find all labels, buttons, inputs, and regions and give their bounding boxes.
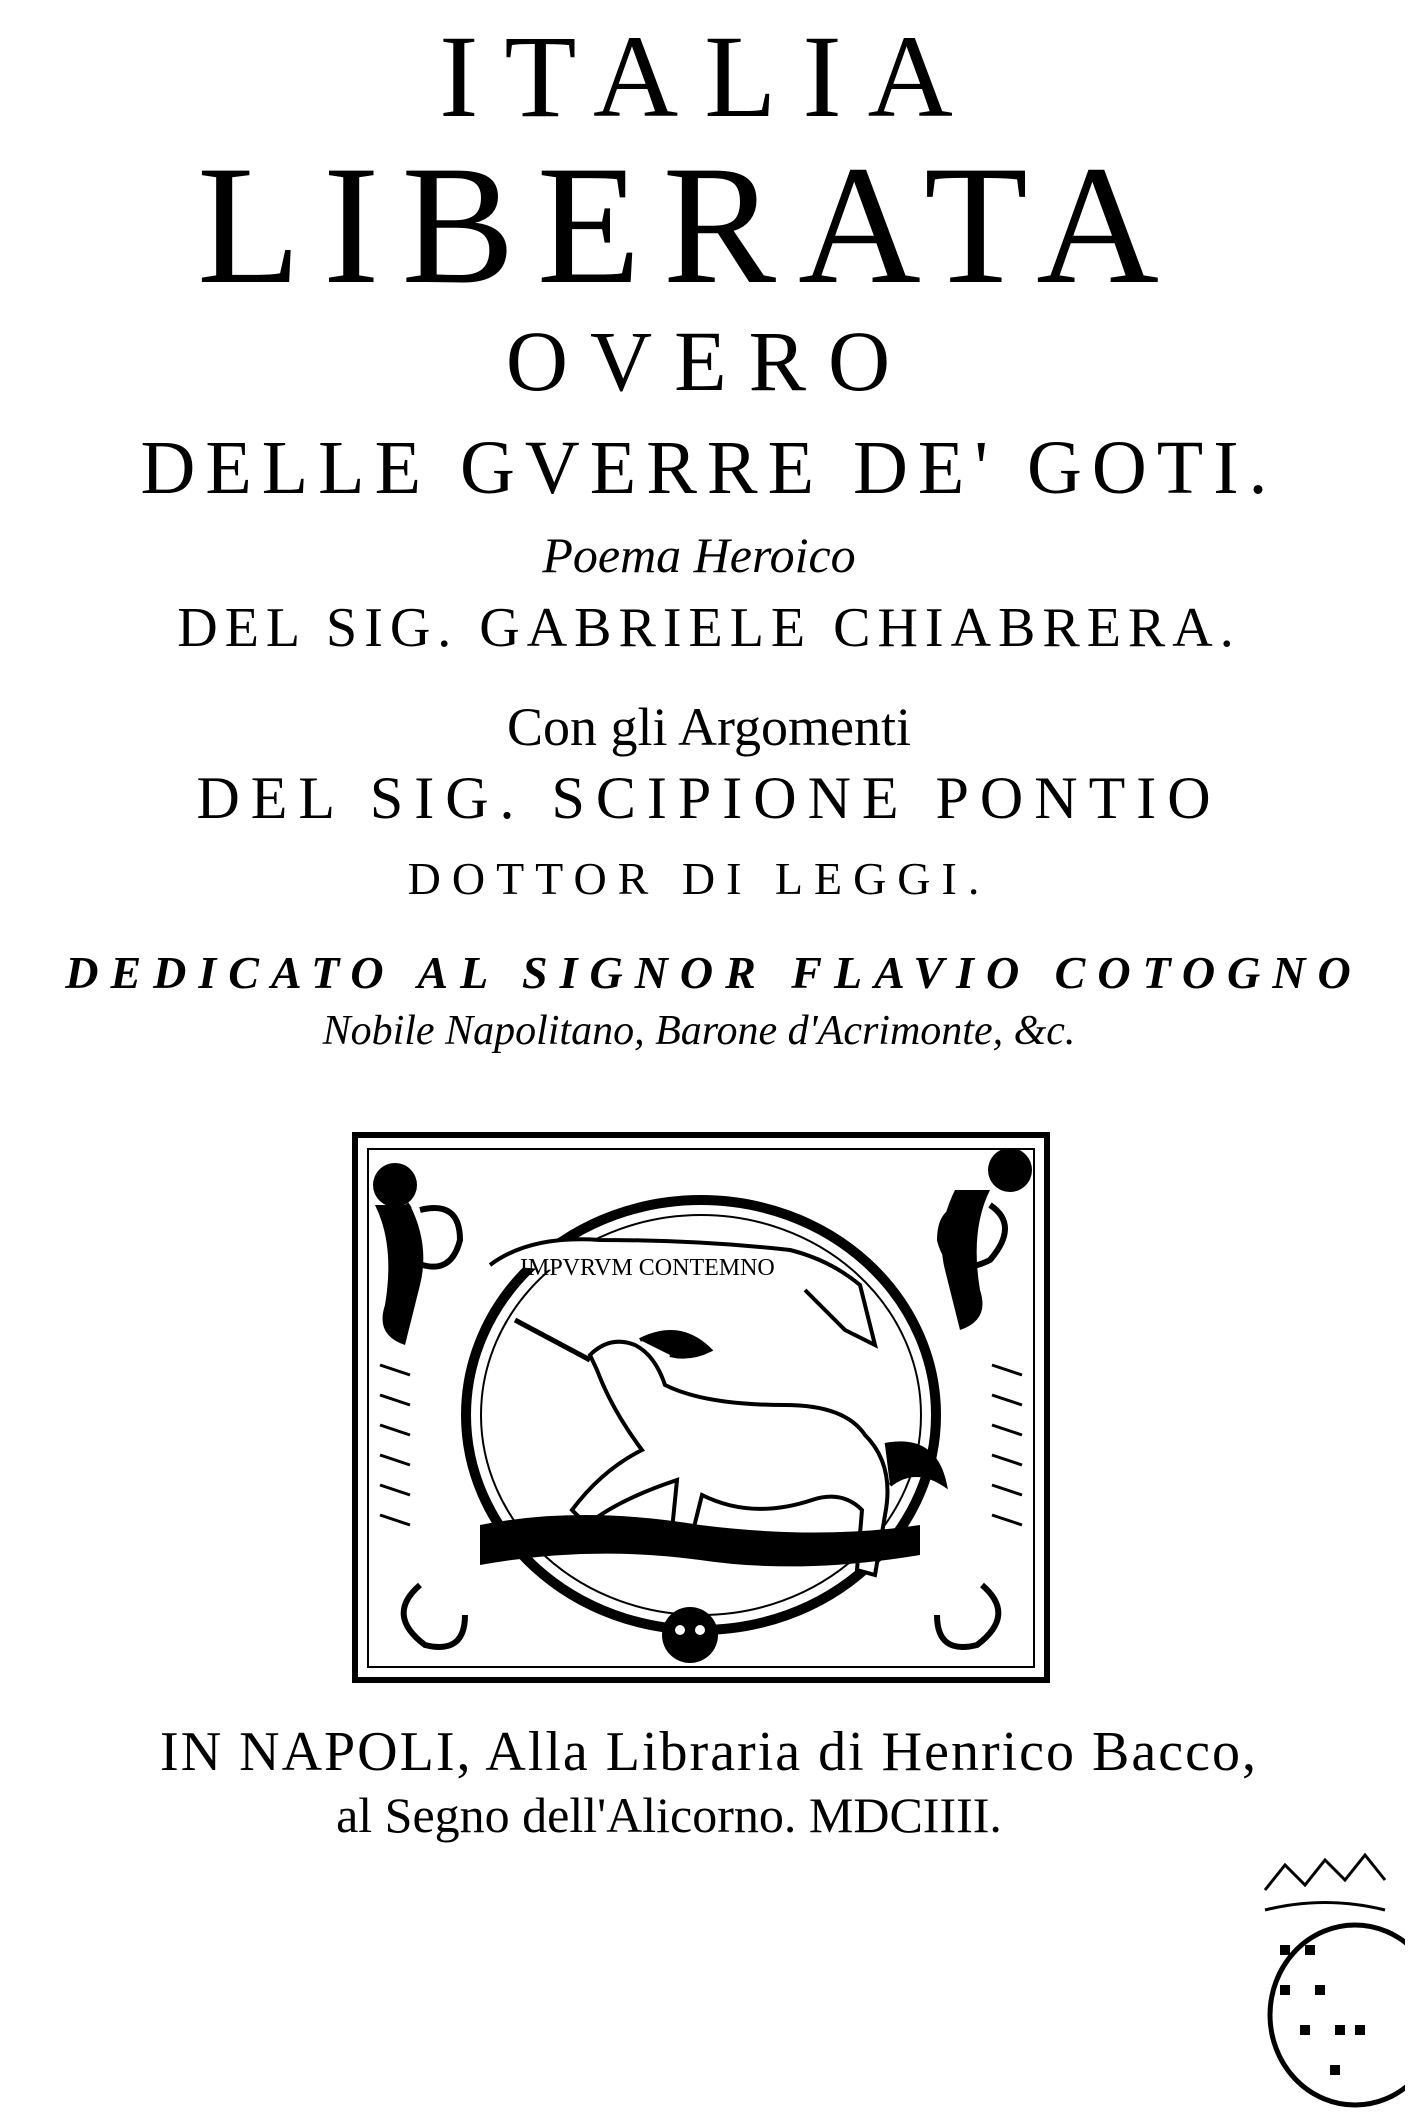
subtitle-overo: OVERO	[505, 313, 913, 409]
genre-line: Poema Heroico	[542, 527, 856, 583]
imprint-line-1: IN NAPOLI, Alla Libraria di Henrico Bacco,	[160, 1721, 1258, 1783]
mask-ornament-icon	[662, 1607, 718, 1663]
arguments-line: Con gli Argomenti	[506, 697, 912, 757]
cherub-left-icon	[373, 1163, 423, 1345]
motto-text: IMPVRVM CONTEMNO	[520, 1255, 775, 1281]
title-line-italia: ITALIA	[439, 11, 979, 142]
subtitle-guerre: DELLE GVERRE DE' GOTI.	[140, 426, 1278, 510]
commentator-line: DEL SIG. SCIPIONE PONTIO	[196, 765, 1222, 831]
title-line-liberata: LIBERATA	[197, 131, 1181, 319]
printer-device-woodcut	[350, 1115, 1052, 1685]
dedication-line: DEDICATO AL SIGNOR FLAVIO COTOGNO	[65, 947, 1363, 998]
cherub-right-icon	[942, 1148, 1032, 1330]
commentator-title-line: DOTTOR DI LEGGI.	[407, 853, 991, 904]
dedicatee-line: Nobile Napolitano, Barone d'Acrimonte, &c.	[322, 1008, 1076, 1054]
author-line: DEL SIG. GABRIELE CHIABRERA.	[177, 597, 1241, 659]
crown-stamp-icon	[1245, 1850, 1405, 2110]
imprint-line-2: al Segno dell'Alicorno. MDCIIII.	[336, 1787, 1002, 1843]
